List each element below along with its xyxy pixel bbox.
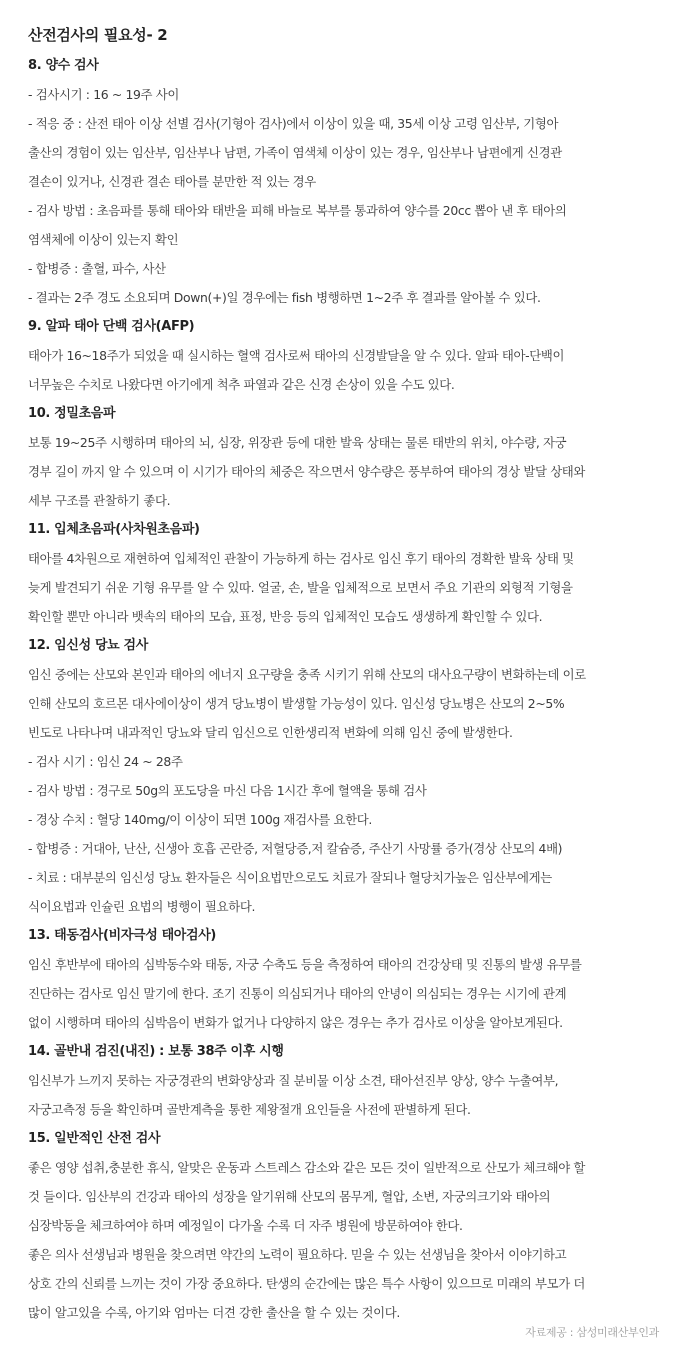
section-heading: 15. 일반적인 산전 검사 (28, 1131, 161, 1146)
text-line: - 검사 방법 : 경구로 50g의 포도당을 마신 다음 1시간 후에 혈액을 통해 검사 (28, 783, 427, 798)
section-heading: 12. 임신성 당뇨 검사 (28, 638, 148, 653)
text-line: 좋은 영양 섭취,충분한 휴식, 알맞은 운동과 스트레스 감소와 같은 모든 것이 일반적으로 산모가 체크해야 할 (28, 1160, 586, 1175)
page-title: 산전검사의 필요성- 2 (28, 26, 168, 44)
source-credit: 자료제공 : 삼성미래산부인과 (525, 1326, 659, 1339)
text-line: 임신부가 느끼지 못하는 자궁경관의 변화양상과 질 분비물 이상 소견, 태아선진부 양상, 양수 누출여부, (28, 1073, 559, 1088)
text-line: 임신 중에는 산모와 본인과 태아의 에너지 요구량을 충족 시키기 위해 산모의 대사요구량이 변화하는데 이로 (28, 667, 586, 682)
text-line: - 치료 : 대부분의 임신성 당뇨 환자들은 식이요법만으로도 치료가 잘되나 혈당치가높은 임산부에게는 (28, 870, 552, 885)
text-line: 임신 후반부에 태아의 심박동수와 태동, 자궁 수축도 등을 측정하여 태아의 건강상태 및 진통의 발생 유무를 (28, 957, 582, 972)
text-line: - 검사 시기 : 임신 24 ~ 28주 (28, 754, 183, 769)
text-line: - 검사 방법 : 초음파를 통해 태아와 태반을 피해 바늘로 복부를 통과하여 양수를 20cc 뽑아 낸 후 태아의 (28, 203, 567, 218)
text-line: 경부 길이 까지 알 수 있으며 이 시기가 태아의 체중은 작으면서 양수량은 풍부하여 태아의 경상 발달 상태와 (28, 464, 586, 479)
text-line: 태아가 16~18주가 되었을 때 실시하는 혈액 검사로써 태아의 신경발달을 알 수 있다. 알파 태아-단백이 (28, 348, 565, 363)
text-line: 자궁고측정 등을 확인하며 골반계측을 통한 제왕절개 요인들을 사전에 판별하게 된다. (28, 1102, 471, 1117)
text-line: 염색체에 이상이 있는지 확인 (28, 232, 179, 247)
text-line: 출산의 경험이 있는 임산부, 임산부나 남편, 가족이 염색체 이상이 있는 경우, 임산부나 남편에게 신경관 (28, 145, 562, 160)
text-line: 결손이 있거나, 신경관 결손 태아를 분만한 적 있는 경우 (28, 174, 316, 189)
content-lines (28, 51, 668, 1327)
text-line: 너무높은 수치로 나왔다면 아기에게 척추 파열과 같은 신경 손상이 있을 수도 있다. (28, 377, 455, 392)
text-line: 심장박동을 체크하여야 하며 예정일이 다가올 수록 더 자주 병원에 방문하여야 한다. (28, 1218, 463, 1233)
text-line: 것 들이다. 임산부의 건강과 태아의 성장을 알기위해 산모의 몸무게, 혈압, 소변, 자궁의크기와 태아의 (28, 1189, 551, 1204)
text-line: 없이 시행하며 태아의 심박음이 변화가 없거나 다양하지 않은 경우는 추가 검사로 이상을 알아보게된다. (28, 1015, 563, 1030)
section-heading: 9. 알파 태아 단백 검사(AFP) (28, 319, 195, 334)
section-heading: 14. 골반내 검진(내진) : 보통 38주 이후 시행 (28, 1044, 284, 1059)
text-line: - 합병증 : 출혈, 파수, 사산 (28, 261, 166, 276)
text-line: 식이요법과 인슐린 요법의 병행이 필요하다. (28, 899, 256, 914)
document-body (28, 22, 668, 1327)
text-line: - 합병증 : 거대아, 난산, 신생아 호흡 곤란증, 저혈당증,저 칼슘증, 주산기 사망률 증가(경상 산모의 4배) (28, 841, 563, 856)
text-line: - 적응 중 : 산전 태아 이상 선별 검사(기형아 검사)에서 이상이 있을 때, 35세 이상 고령 임산부, 기형아 (28, 116, 559, 131)
text-line: 보통 19~25주 시행하며 태아의 뇌, 심장, 위장관 등에 대한 발육 상태는 물론 태반의 위치, 야수량, 자궁 (28, 435, 567, 450)
section-heading: 13. 태동검사(비자극성 태아검사) (28, 928, 217, 943)
text-line: 세부 구조를 관찰하기 좋다. (28, 493, 171, 508)
text-line: 빈도로 나타나며 내과적인 당뇨와 달리 임신으로 인한생리적 변화에 의해 임신 중에 발생한다. (28, 725, 513, 740)
text-line: 확인할 뿐만 아니라 뱃속의 태아의 모습, 표정, 반응 등의 입체적인 모습도 생생하게 확인할 수 있다. (28, 609, 543, 624)
text-line: 태아를 4차원으로 재현하여 입체적인 관찰이 가능하게 하는 검사로 임신 후기 태아의 경확한 발육 상태 및 (28, 551, 574, 566)
text-line: - 경상 수치 : 혈당 140mg/이 이상이 되면 100g 재검사를 요한다. (28, 812, 372, 827)
section-heading: 8. 양수 검사 (28, 58, 99, 73)
text-line: 많이 알고있을 수록, 아기와 엄마는 더견 강한 출산을 할 수 있는 것이다. (28, 1305, 400, 1320)
text-line: 늦게 발견되기 쉬운 기형 유무를 알 수 있따. 얼굴, 손, 발을 입체적으로 보면서 주요 기관의 외형적 기형을 (28, 580, 573, 595)
text-line: 진단하는 검사로 임신 말기에 한다. 조기 진통이 의심되거나 태아의 안녕이 의심되는 경우는 시기에 관계 (28, 986, 567, 1001)
text-line: 상호 간의 신뢰를 느끼는 것이 가장 중요하다. 탄생의 순간에는 많은 특수 사항이 있으므로 미래의 부모가 더 (28, 1276, 586, 1291)
text-line: - 결과는 2주 경도 소요되며 Down(+)일 경우에는 fish 병행하면 1~2주 후 결과를 알아볼 수 있다. (28, 290, 541, 305)
section-heading: 10. 정밀초음파 (28, 406, 116, 421)
text-line: 인해 산모의 호르몬 대사에이상이 생겨 당뇨병이 발생할 가능성이 있다. 임신성 당뇨병은 산모의 2~5% (28, 696, 565, 711)
text-line: - 검사시기 : 16 ~ 19주 사이 (28, 87, 179, 102)
section-heading: 11. 입체초음파(사차원초음파) (28, 522, 200, 537)
text-line: 좋은 의사 선생님과 병원을 찾으려면 약간의 노력이 필요하다. 믿을 수 있는 선생님을 찾아서 이야기하고 (28, 1247, 567, 1262)
